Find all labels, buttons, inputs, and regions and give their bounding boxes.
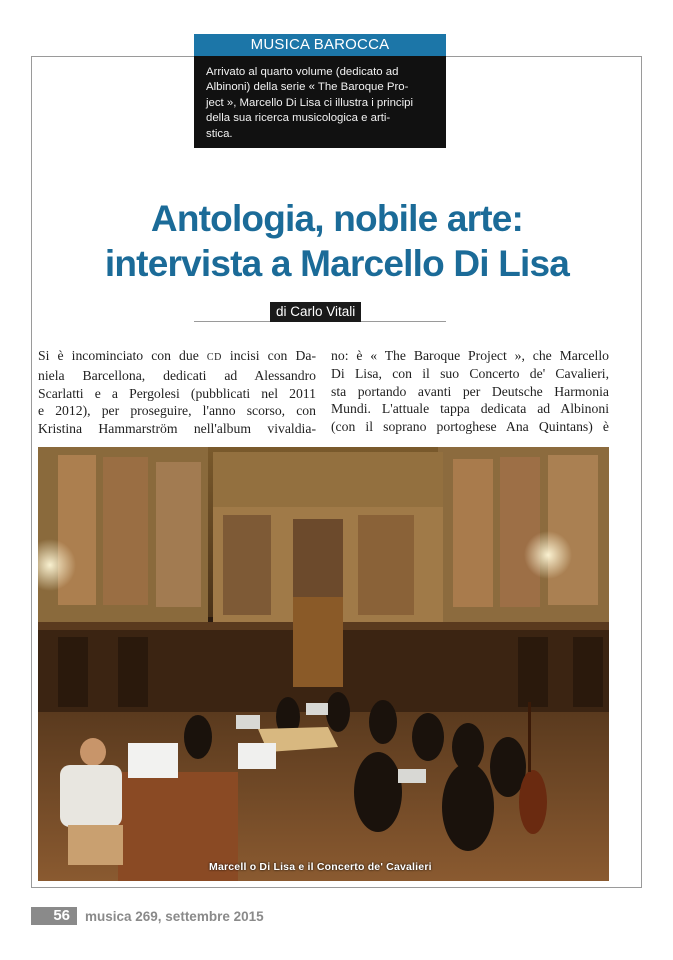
text-column-left [38,347,316,438]
text-line: (con il soprano portoghese Ana Quintans) è [331,419,609,435]
concert-hall-illustration [38,447,609,881]
photo-caption: Marcell o Di Lisa e il Concerto de' Cavalieri [209,861,432,873]
text-column-right [331,347,609,436]
text-fragment: incisi con Da- [221,348,316,363]
concert-photo [38,447,609,881]
text-fragment: Si è incominciato con due [38,348,207,363]
text-line: sta portando avanti per Deutsche Harmonia [331,383,609,399]
text-line: Scarlatti e a Pergolesi (pubblicati nel 2011 [38,385,316,401]
issue-info: musica 269, settembre 2015 [85,908,264,924]
text-line: Mundi. L'attuale tappa dedicata ad Albinoni [331,401,609,417]
text-line: Kristina Hammarström nell'album vivaldia- [38,421,316,437]
intro-line: ject », Marcello Di Lisa ci illustra i principi [206,96,413,109]
text-line: niela Barcellona, dedicati ad Alessandro [38,367,316,383]
section-tag: MUSICA BAROCCA [194,34,446,56]
intro-box [194,56,446,148]
text-line: Di Lisa, con il suo Concerto de' Cavalieri, [331,365,609,381]
article-title-line-1: Antologia, nobile arte: [150,198,524,239]
intro-line: della sua ricerca musicologica e arti- [206,112,391,125]
text-line: e 2012), per proseguire, l'anno scorso, con [38,403,316,419]
byline: di Carlo Vitali [270,302,361,322]
article-title [40,196,634,286]
page-footer [31,906,264,926]
text-line [38,347,316,367]
page-number: 56 [31,907,77,925]
article-title-line-2: intervista a Marcello Di Lisa [104,243,570,284]
text-line: no: è « The Baroque Project », che Marcello [331,348,609,363]
intro-line: Arrivato al quarto volume (dedicato ad [206,66,399,78]
intro-line: Albinoni) della serie « The Baroque Pro- [206,81,409,94]
small-caps-text: CD [206,352,222,363]
intro-line: stica. [206,127,233,140]
